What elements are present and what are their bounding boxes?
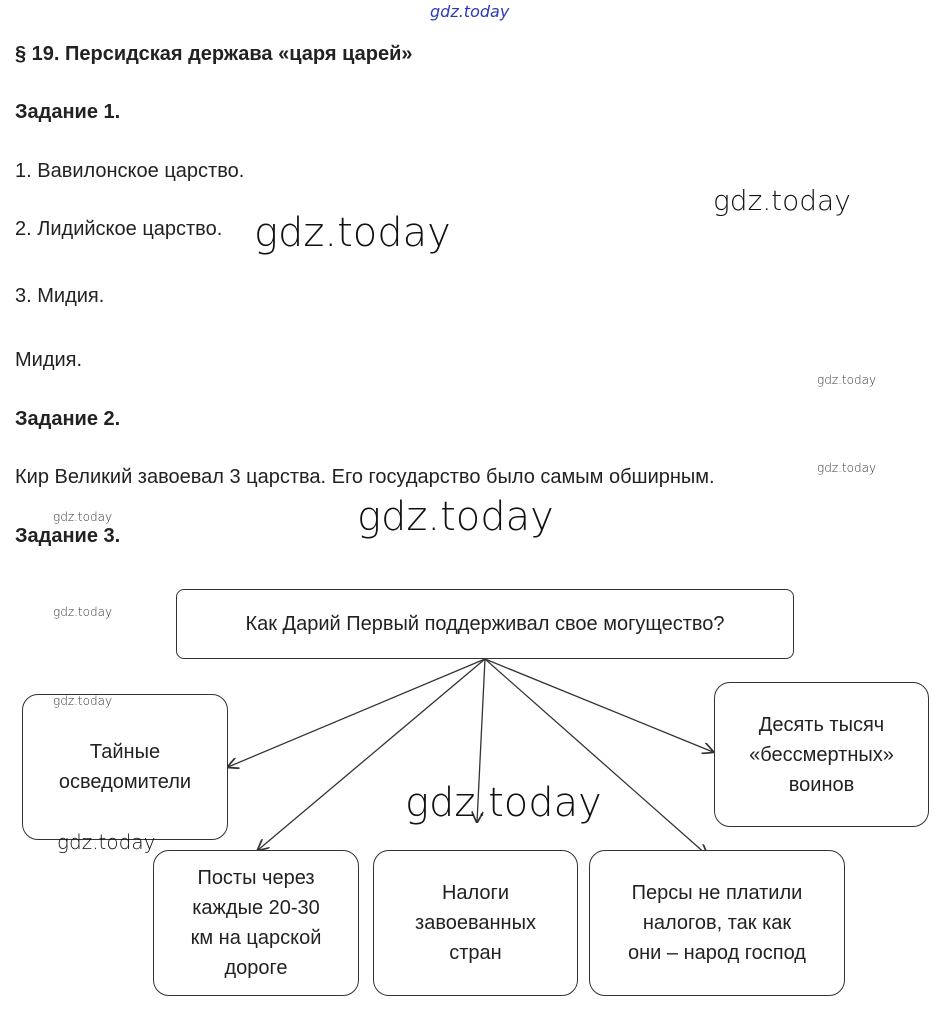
task1-answer: Мидия.: [15, 349, 83, 371]
watermark-top: gdz.today: [430, 2, 510, 21]
answer-persians-line-3: они – народ господ: [628, 942, 806, 964]
answer-immortals-line-3: воинов: [788, 773, 855, 796]
answer-spies-line-2: осведомители: [58, 771, 192, 793]
answer-immortals-line-1: Десять тысяч: [758, 713, 885, 736]
task2-heading: Задание 2.: [15, 408, 121, 430]
page-title: § 19. Персидская держава «царя царей»: [15, 43, 413, 65]
watermark: gdz.today: [357, 494, 554, 540]
task1-line-2: 2. Лидийское царство.: [15, 218, 223, 240]
answer-taxes-line-3: стран: [449, 942, 502, 964]
answer-taxes-line-1: Налоги: [441, 882, 510, 904]
answer-box-taxes: [373, 850, 578, 996]
task1-heading: Задание 1.: [15, 101, 121, 123]
watermark: gdz.today: [53, 694, 113, 708]
watermark: gdz.today: [254, 210, 451, 256]
task1-line-1: 1. Вавилонское царство.: [15, 160, 245, 182]
answer-posts-line-2: каждые 20-30: [192, 897, 320, 919]
watermark: gdz.today: [405, 780, 602, 826]
watermark: gdz.today: [817, 373, 877, 387]
watermark: gdz.today: [53, 605, 113, 619]
task3-heading: Задание 3.: [15, 525, 121, 547]
answer-immortals-line-2: «бессмертных»: [749, 743, 894, 766]
watermark: gdz.today: [57, 830, 156, 854]
arrow-to-spies: [228, 659, 485, 767]
answer-box-posts: [153, 850, 359, 996]
watermark: gdz.today: [817, 461, 877, 475]
arrow-to-immortals: [485, 659, 713, 752]
answer-posts-line-1: Посты через: [197, 867, 315, 889]
answer-spies-line-1: Тайные: [89, 741, 161, 763]
answer-persians-line-2: налогов, так как: [642, 912, 792, 934]
answer-box-spies: [22, 694, 228, 840]
watermark: gdz.today: [53, 510, 113, 524]
answer-posts-line-4: дороге: [224, 957, 288, 979]
task2-text: Кир Великий завоевал 3 царства. Его государство было самым обширным.: [15, 466, 715, 488]
watermark: gdz.today: [713, 184, 851, 217]
answer-posts-line-3: км на царской: [190, 927, 322, 949]
task1-line-3: 3. Мидия.: [15, 285, 105, 307]
diagram-question-box: [176, 589, 794, 659]
answer-box-persians: [589, 850, 845, 996]
answer-taxes-line-2: завоеванных: [415, 912, 536, 934]
diagram-question-text: Как Дарий Первый поддерживал свое могущество?: [245, 613, 725, 635]
answer-persians-line-1: Персы не платили: [631, 882, 803, 904]
answer-box-immortals: [714, 682, 929, 827]
